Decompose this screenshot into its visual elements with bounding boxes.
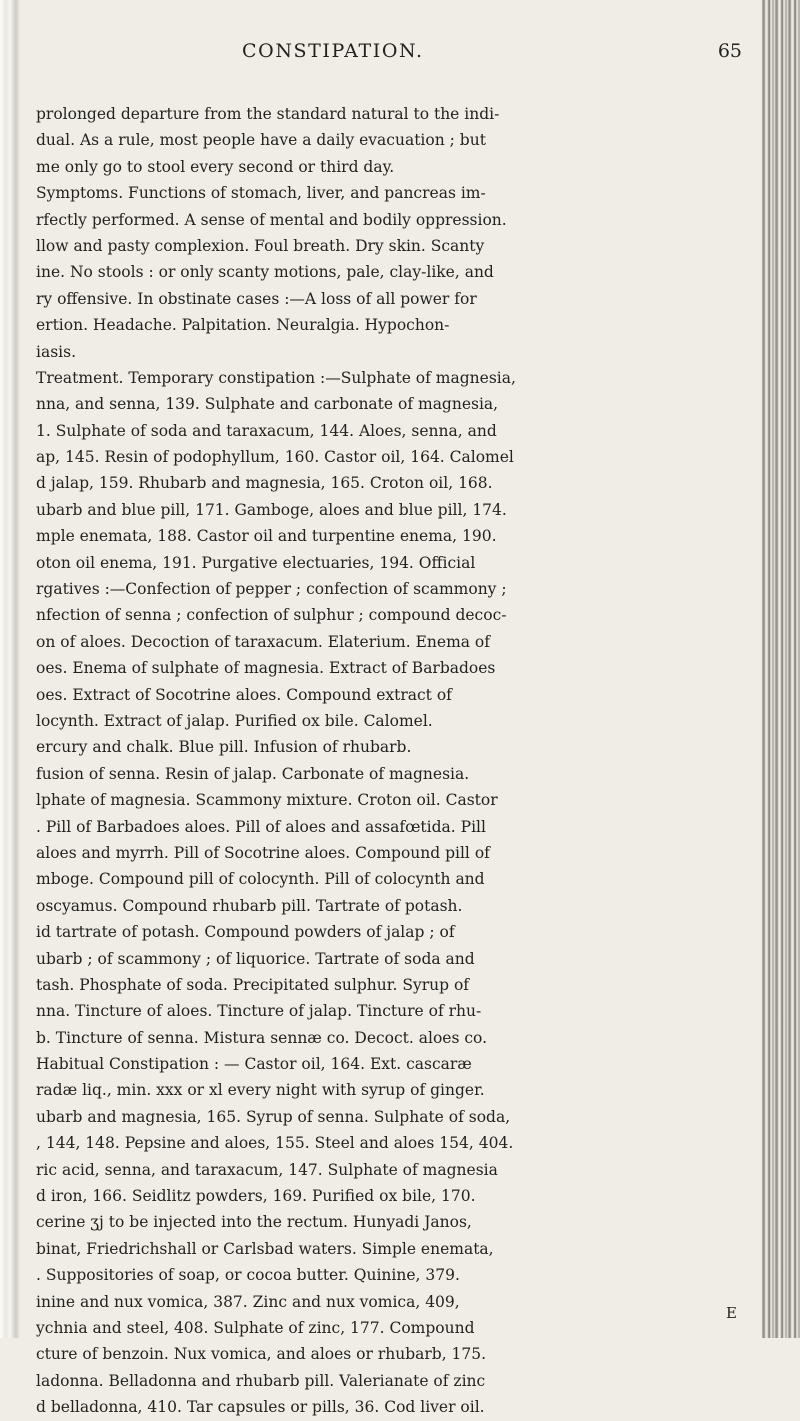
text-line: ry offensive. In obstinate cases :—A loss of all power for [36, 289, 477, 308]
text-line: mple enemata, 188. Castor oil and turpentine enema, 190. [36, 527, 497, 546]
text-line: ric acid, senna, and taraxacum, 147. Sulphate of magnesia [36, 1160, 498, 1179]
text-line: me only go to stool every second or third day. [36, 157, 395, 176]
text-line: id tartrate of potash. Compound powders of jalap ; of [36, 923, 455, 942]
text-line: oes. Enema of sulphate of magnesia. Extract of Barbadoes [36, 659, 496, 678]
body-text [36, 101, 748, 1421]
text-line: prolonged departure from the standard natural to the indi- [36, 105, 500, 123]
page-edge-stack [762, 0, 800, 1338]
text-line: ubarb and magnesia, 165. Syrup of senna. Sulphate of soda, [36, 1107, 511, 1126]
text-line: oton oil enema, 191. Purgative electuaries, 194. Official [36, 553, 476, 572]
text-line: , 144, 148. Pepsine and aloes, 155. Steel and aloes 154, 404. [36, 1134, 514, 1153]
text-line: oes. Extract of Socotrine aloes. Compound extract of [36, 685, 452, 704]
text-line: Treatment. Temporary constipation :—Sulphate of magnesia, [36, 368, 516, 387]
text-line: . Pill of Barbadoes aloes. Pill of aloes and assafœtida. Pill [36, 817, 486, 836]
text-line: radæ liq., min. xxx or xl every night with syrup of ginger. [36, 1081, 485, 1100]
text-line: ertion. Headache. Palpitation. Neuralgia. Hypochon- [36, 316, 450, 335]
text-line: Habitual Constipation : — Castor oil, 164. Ext. cascaræ [36, 1055, 472, 1074]
text-line: d iron, 166. Seidlitz powders, 169. Purified ox bile, 170. [36, 1187, 476, 1206]
text-line: nfection of senna ; confection of sulphur ; compound decoc- [36, 606, 507, 625]
text-line: tash. Phosphate of soda. Precipitated sulphur. Syrup of [36, 975, 470, 994]
text-line: locynth. Extract of jalap. Purified ox bile. Calomel. [36, 711, 433, 730]
text-line: rgatives :—Confection of pepper ; confection of scammony ; [36, 580, 507, 599]
text-line: ine. No stools : or only scanty motions, pale, clay-like, and [36, 263, 494, 282]
text-line: b. Tincture of senna. Mistura sennæ co. Decoct. aloes co. [36, 1028, 488, 1047]
text-line: 1. Sulphate of soda and taraxacum, 144. Aloes, senna, and [36, 421, 497, 440]
running-title: CONSTIPATION. [242, 40, 424, 62]
text-line: ercury and chalk. Blue pill. Infusion of rhubarb. [36, 738, 412, 757]
text-line: cture of benzoin. Nux vomica, and aloes or rhubarb, 175. [36, 1345, 487, 1364]
text-line: iasis. [36, 342, 76, 361]
text-line: dual. As a rule, most people have a daily evacuation ; but [36, 131, 486, 150]
text-line: binat, Friedrichshall or Carlsbad waters. Simple enemata, [36, 1239, 494, 1258]
text-line: lphate of magnesia. Scammony mixture. Croton oil. Castor [36, 791, 498, 810]
text-line: ubarb ; of scammony ; of liquorice. Tartrate of soda and [36, 949, 475, 968]
text-line: aloes and myrrh. Pill of Socotrine aloes. Compound pill of [36, 843, 490, 862]
page-header [36, 40, 742, 70]
text-line: nna. Tincture of aloes. Tincture of jalap. Tincture of rhu- [36, 1002, 482, 1021]
text-line: ubarb and blue pill, 171. Gamboge, aloes and blue pill, 174. [36, 500, 507, 519]
text-line: Symptoms. Functions of stomach, liver, and pancreas im- [36, 184, 486, 203]
text-line: on of aloes. Decoction of taraxacum. Elaterium. Enema of [36, 632, 491, 651]
text-line: ychnia and steel, 408. Sulphate of zinc, 177. Compound [36, 1318, 475, 1337]
text-line: oscyamus. Compound rhubarb pill. Tartrate of potash. [36, 896, 463, 915]
binding-gutter [0, 0, 20, 1338]
text-line: d jalap, 159. Rhubarb and magnesia, 165. Croton oil, 168. [36, 474, 493, 493]
text-line: ap, 145. Resin of podophyllum, 160. Castor oil, 164. Calomel [36, 448, 514, 467]
text-line: rfectly performed. A sense of mental and bodily oppression. [36, 210, 507, 229]
text-line: . Suppositories of soap, or cocoa butter. Quinine, 379. [36, 1266, 460, 1285]
signature-mark: E [726, 1304, 737, 1322]
book-page [36, 0, 756, 1417]
text-line: nna, and senna, 139. Sulphate and carbonate of magnesia, [36, 395, 499, 414]
text-line: ladonna. Belladonna and rhubarb pill. Valerianate of zinc [36, 1371, 486, 1390]
text-line: fusion of senna. Resin of jalap. Carbonate of magnesia. [36, 764, 470, 783]
text-line: mboge. Compound pill of colocynth. Pill of colocynth and [36, 870, 485, 889]
text-line: llow and pasty complexion. Foul breath. Dry skin. Scanty [36, 236, 485, 255]
text-line: cerine ʒj to be injected into the rectum. Hunyadi Janos, [36, 1213, 472, 1232]
text-line: inine and nux vomica, 387. Zinc and nux vomica, 409, [36, 1292, 460, 1311]
text-line: d belladonna, 410. Tar capsules or pills, 36. Cod liver oil. [36, 1398, 485, 1417]
page-number: 65 [717, 40, 742, 62]
